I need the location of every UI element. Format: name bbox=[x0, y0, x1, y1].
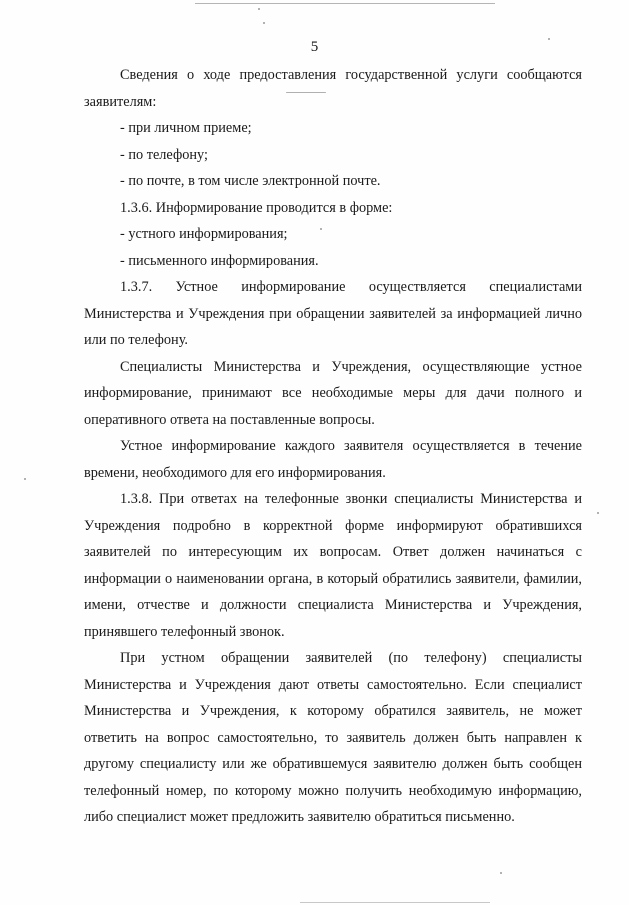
page-number: 5 bbox=[310, 39, 319, 55]
list-item-personal: - при личном приеме; bbox=[120, 120, 252, 136]
scan-speck bbox=[548, 38, 550, 40]
document-body bbox=[84, 62, 582, 831]
list-item-oral: - устного информирования; bbox=[120, 226, 288, 242]
scan-speck bbox=[258, 8, 260, 10]
section-1-3-6: 1.3.6. Информирование проводится в форме: bbox=[120, 199, 393, 216]
scan-speck bbox=[286, 92, 326, 93]
paragraph-oral-duration: Устное информирование каждого заявителя осуществляется в течение времени, необходимого для его информирования. bbox=[84, 438, 582, 481]
scan-speck bbox=[24, 478, 26, 480]
list-item-mail: - по почте, в том числе электронной почте. bbox=[120, 173, 381, 189]
scan-bottom-edge bbox=[300, 902, 490, 903]
section-1-3-7: 1.3.7. Устное информирование осуществляется специалистами Министерства и Учреждения при обращении заявителей за информацией лично или по телефону. bbox=[84, 279, 582, 348]
list-item-phone: - по телефону; bbox=[120, 146, 208, 163]
scan-speck bbox=[597, 512, 599, 514]
section-1-3-8: 1.3.8. При ответах на телефонные звонки специалисты Министерства и Учреждения подробно в корректной форме информируют обратившихся заявителей по интересующим их вопросам. Ответ должен начинаться с информации о наименовании органа, в который обратились заявители, фамилии, имени, отчестве и должности специалиста Министерства и Учреждения, принявшего телефонный звонок. bbox=[84, 491, 582, 640]
scan-top-edge bbox=[195, 3, 495, 4]
paragraph-info-progress: Сведения о ходе предоставления государственной услуги сообщаются заявителям: bbox=[84, 67, 582, 110]
scan-speck bbox=[320, 228, 322, 230]
scan-speck bbox=[263, 22, 265, 24]
paragraph-oral-appeal: При устном обращении заявителей (по телефону) специалисты Министерства и Учреждения дают ответы самостоятельно. Если специалист Министерства и Учреждения, к которому обратился заявитель, не может ответить на вопрос самостоятельно, то заявитель должен быть направлен к другому специалисту или же обратившемуся заявителю должен быть сообщен телефонный номер, по которому можно получить необходимую информацию, либо специалист может предложить заявителю обратиться письменно. bbox=[84, 650, 582, 825]
scan-speck bbox=[500, 872, 502, 874]
paragraph-specialists: Специалисты Министерства и Учреждения, осуществляющие устное информирование, принимают все необходимые меры для дачи полного и оперативного ответа на поставленные вопросы. bbox=[84, 358, 582, 428]
list-item-written: - письменного информирования. bbox=[120, 252, 319, 269]
